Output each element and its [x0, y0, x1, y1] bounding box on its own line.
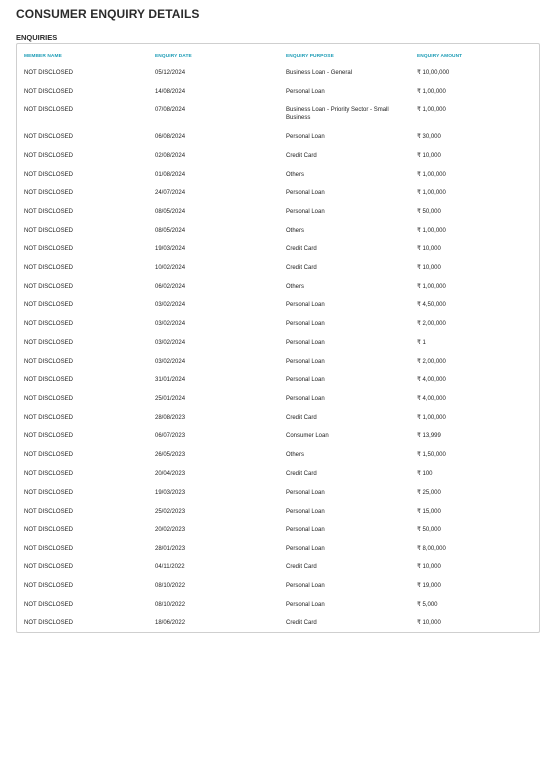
table-row	[24, 602, 533, 618]
header-enquiry-purpose: ENQUIRY PURPOSE	[286, 54, 334, 59]
table-row	[24, 433, 533, 449]
table-row	[24, 396, 533, 412]
amount-cell: ₹ 1,00,000	[417, 284, 446, 290]
table-row	[24, 228, 533, 244]
amount-cell: ₹ 10,000	[417, 246, 441, 252]
amount-cell: ₹ 1,00,000	[417, 190, 446, 196]
table-row	[24, 471, 533, 487]
purpose-cell: Credit Card	[286, 153, 317, 159]
amount-cell: ₹ 10,00,000	[417, 70, 450, 76]
member-cell: NOT DISCLOSED	[24, 433, 73, 439]
member-cell: NOT DISCLOSED	[24, 415, 73, 421]
amount-cell: ₹ 2,00,000	[417, 321, 446, 327]
purpose-cell: Consumer Loan	[286, 433, 329, 439]
amount-cell: ₹ 1	[417, 340, 426, 346]
purpose-cell: Personal Loan	[286, 359, 325, 365]
member-cell: NOT DISCLOSED	[24, 509, 73, 515]
amount-cell: ₹ 19,000	[417, 583, 441, 589]
amount-cell: ₹ 30,000	[417, 134, 441, 140]
purpose-cell: Personal Loan	[286, 340, 325, 346]
table-row	[24, 509, 533, 525]
table-row	[24, 527, 533, 543]
purpose-cell: Others	[286, 452, 305, 458]
amount-cell: ₹ 1,00,000	[417, 172, 446, 178]
table-row	[24, 190, 533, 206]
table-row	[24, 302, 533, 318]
purpose-cell: Credit Card	[286, 471, 317, 477]
date-cell: 20/02/2023	[155, 527, 186, 533]
table-row	[24, 153, 533, 169]
amount-cell: ₹ 5,000	[417, 602, 438, 608]
amount-cell: ₹ 10,000	[417, 564, 441, 570]
table-row	[24, 377, 533, 393]
purpose-cell: Personal Loan	[286, 134, 325, 140]
date-cell: 19/03/2023	[155, 490, 186, 496]
member-cell: NOT DISCLOSED	[24, 620, 73, 626]
member-cell: NOT DISCLOSED	[24, 284, 73, 290]
table-row	[24, 172, 533, 188]
date-cell: 07/08/2024	[155, 107, 186, 113]
member-cell: NOT DISCLOSED	[24, 134, 73, 140]
table-row	[24, 89, 533, 105]
amount-cell: ₹ 10,000	[417, 620, 441, 626]
purpose-cell: Personal Loan	[286, 546, 325, 552]
date-cell: 03/02/2024	[155, 302, 186, 308]
amount-cell: ₹ 2,00,000	[417, 359, 446, 365]
member-cell: NOT DISCLOSED	[24, 602, 73, 608]
date-cell: 18/06/2022	[155, 620, 186, 626]
enquiries-table	[16, 43, 540, 633]
member-cell: NOT DISCLOSED	[24, 321, 73, 327]
date-cell: 28/01/2023	[155, 546, 186, 552]
table-row	[24, 246, 533, 262]
page-title: CONSUMER ENQUIRY DETAILS	[16, 7, 200, 21]
member-cell: NOT DISCLOSED	[24, 302, 73, 308]
purpose-cell: Personal Loan	[286, 509, 325, 515]
date-cell: 25/01/2024	[155, 396, 186, 402]
purpose-cell: Personal Loan	[286, 377, 325, 383]
table-row	[24, 490, 533, 506]
purpose-cell: Business Loan - General	[286, 70, 353, 76]
purpose-cell: Personal Loan	[286, 396, 325, 402]
amount-cell: ₹ 100	[417, 471, 433, 477]
purpose-cell: Credit Card	[286, 564, 317, 570]
purpose-cell: Personal Loan	[286, 209, 325, 215]
table-row	[24, 284, 533, 300]
member-cell: NOT DISCLOSED	[24, 396, 73, 402]
date-cell: 25/02/2023	[155, 509, 186, 515]
purpose-cell: Personal Loan	[286, 89, 325, 95]
date-cell: 04/11/2022	[155, 564, 185, 570]
purpose-cell: Personal Loan	[286, 302, 325, 308]
date-cell: 19/03/2024	[155, 246, 186, 252]
member-cell: NOT DISCLOSED	[24, 70, 73, 76]
member-cell: NOT DISCLOSED	[24, 452, 73, 458]
member-cell: NOT DISCLOSED	[24, 583, 73, 589]
table-row	[24, 564, 533, 580]
date-cell: 28/08/2023	[155, 415, 186, 421]
date-cell: 24/07/2024	[155, 190, 186, 196]
table-row	[24, 321, 533, 337]
table-header-row	[24, 53, 533, 61]
date-cell: 03/02/2024	[155, 359, 186, 365]
purpose-cell: Others	[286, 228, 305, 234]
date-cell: 06/08/2024	[155, 134, 186, 140]
table-row	[24, 265, 533, 281]
date-cell: 08/05/2024	[155, 209, 186, 215]
date-cell: 10/02/2024	[155, 265, 186, 271]
table-row	[24, 70, 533, 86]
table-row	[24, 359, 533, 375]
member-cell: NOT DISCLOSED	[24, 153, 73, 159]
member-cell: NOT DISCLOSED	[24, 527, 73, 533]
member-cell: NOT DISCLOSED	[24, 89, 73, 95]
date-cell: 26/05/2023	[155, 452, 186, 458]
member-cell: NOT DISCLOSED	[24, 246, 73, 252]
member-cell: NOT DISCLOSED	[24, 190, 73, 196]
member-cell: NOT DISCLOSED	[24, 359, 73, 365]
amount-cell: ₹ 50,000	[417, 527, 441, 533]
date-cell: 08/10/2022	[155, 602, 186, 608]
amount-cell: ₹ 50,000	[417, 209, 441, 215]
amount-cell: ₹ 10,000	[417, 265, 441, 271]
member-cell: NOT DISCLOSED	[24, 564, 73, 570]
purpose-cell: Personal Loan	[286, 583, 325, 589]
amount-cell: ₹ 4,00,000	[417, 396, 446, 402]
amount-cell: ₹ 25,000	[417, 490, 441, 496]
date-cell: 08/10/2022	[155, 583, 186, 589]
amount-cell: ₹ 4,50,000	[417, 302, 446, 308]
amount-cell: ₹ 1,00,000	[417, 415, 446, 421]
date-cell: 14/08/2024	[155, 89, 186, 95]
date-cell: 01/08/2024	[155, 172, 186, 178]
amount-cell: ₹ 1,50,000	[417, 452, 446, 458]
member-cell: NOT DISCLOSED	[24, 172, 73, 178]
date-cell: 08/05/2024	[155, 228, 186, 234]
header-member-name: MEMBER NAME	[24, 54, 62, 59]
section-title: ENQUIRIES	[16, 33, 58, 42]
member-cell: NOT DISCLOSED	[24, 340, 73, 346]
table-row	[24, 209, 533, 225]
date-cell: 31/01/2024	[155, 377, 186, 383]
date-cell: 03/02/2024	[155, 321, 186, 327]
amount-cell: ₹ 1,00,000	[417, 228, 446, 234]
purpose-cell: Business Loan - Priority Sector - Small Business	[286, 107, 389, 121]
date-cell: 20/04/2023	[155, 471, 186, 477]
date-cell: 03/02/2024	[155, 340, 186, 346]
table-row	[24, 415, 533, 431]
table-row	[24, 620, 533, 636]
date-cell: 06/02/2024	[155, 284, 186, 290]
member-cell: NOT DISCLOSED	[24, 265, 73, 271]
purpose-cell: Others	[286, 172, 305, 178]
header-enquiry-amount: ENQUIRY AMOUNT	[417, 54, 463, 59]
date-cell: 06/07/2023	[155, 433, 186, 439]
member-cell: NOT DISCLOSED	[24, 490, 73, 496]
table-row	[24, 452, 533, 468]
table-row	[24, 340, 533, 356]
table-row	[24, 134, 533, 150]
purpose-cell: Personal Loan	[286, 602, 325, 608]
amount-cell: ₹ 1,00,000	[417, 89, 446, 95]
amount-cell: ₹ 13,999	[417, 433, 441, 439]
amount-cell: ₹ 4,00,000	[417, 377, 446, 383]
purpose-cell: Others	[286, 284, 305, 290]
purpose-cell: Personal Loan	[286, 490, 325, 496]
member-cell: NOT DISCLOSED	[24, 377, 73, 383]
table-row	[24, 107, 533, 123]
date-cell: 05/12/2024	[155, 70, 186, 76]
amount-cell: ₹ 10,000	[417, 153, 441, 159]
amount-cell: ₹ 8,00,000	[417, 546, 446, 552]
purpose-cell: Credit Card	[286, 620, 317, 626]
table-row	[24, 583, 533, 599]
header-enquiry-date: ENQUIRY DATE	[155, 54, 192, 59]
member-cell: NOT DISCLOSED	[24, 546, 73, 552]
member-cell: NOT DISCLOSED	[24, 471, 73, 477]
purpose-cell: Personal Loan	[286, 527, 325, 533]
member-cell: NOT DISCLOSED	[24, 107, 73, 113]
purpose-cell: Credit Card	[286, 246, 317, 252]
table-row	[24, 546, 533, 562]
amount-cell: ₹ 1,00,000	[417, 107, 446, 113]
amount-cell: ₹ 15,000	[417, 509, 441, 515]
member-cell: NOT DISCLOSED	[24, 209, 73, 215]
member-cell: NOT DISCLOSED	[24, 228, 73, 234]
purpose-cell: Personal Loan	[286, 321, 325, 327]
date-cell: 02/08/2024	[155, 153, 186, 159]
purpose-cell: Credit Card	[286, 265, 317, 271]
purpose-cell: Personal Loan	[286, 190, 325, 196]
purpose-cell: Credit Card	[286, 415, 317, 421]
